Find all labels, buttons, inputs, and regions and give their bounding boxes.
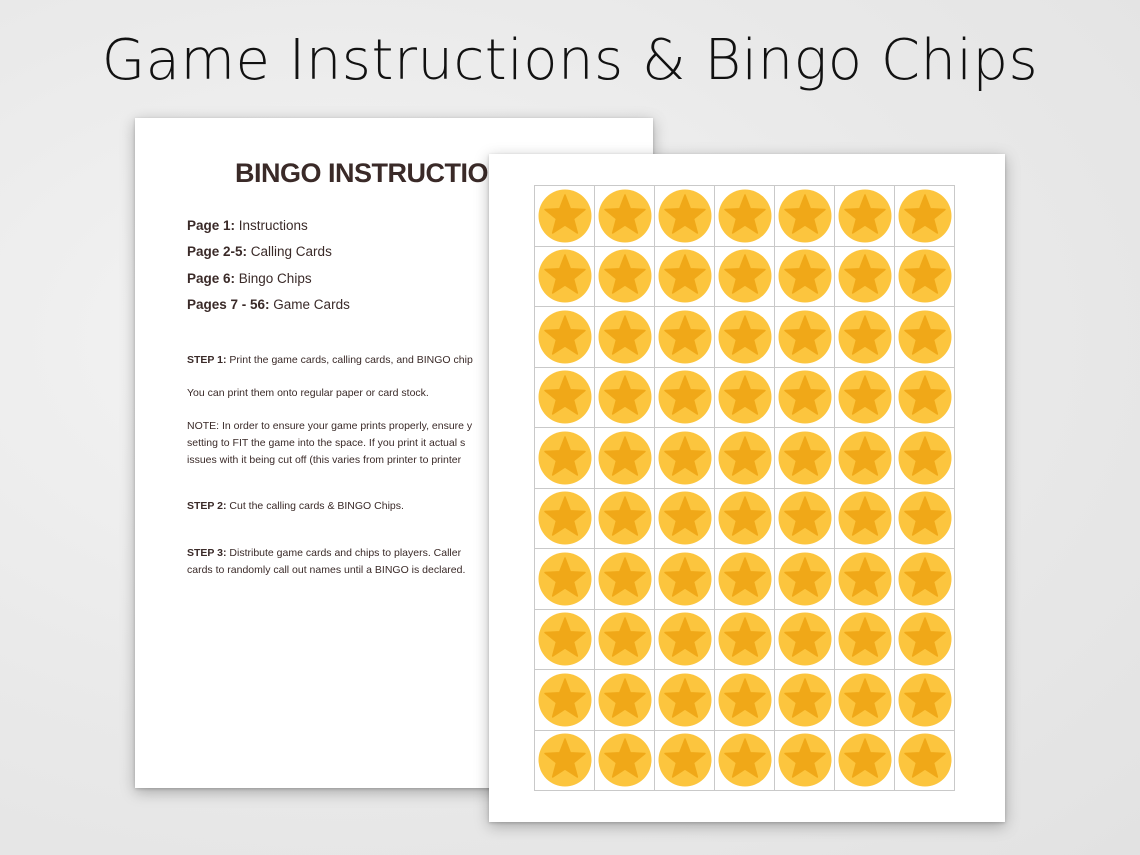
step-1-label: STEP 1: bbox=[187, 354, 227, 366]
chip-cell bbox=[835, 731, 895, 792]
chip-cell bbox=[895, 610, 955, 671]
chip-cell bbox=[595, 247, 655, 308]
chip-cell bbox=[655, 186, 715, 247]
chip-cell bbox=[895, 489, 955, 550]
chip-cell bbox=[835, 549, 895, 610]
page-desc: Bingo Chips bbox=[235, 270, 312, 286]
star-coin-icon bbox=[898, 431, 952, 485]
star-coin-icon bbox=[598, 310, 652, 364]
chip-cell bbox=[895, 307, 955, 368]
star-coin-icon bbox=[778, 431, 832, 485]
star-coin-icon bbox=[658, 733, 712, 787]
chip-cell bbox=[775, 731, 835, 792]
step-2-text: Cut the calling cards & BINGO Chips. bbox=[226, 500, 404, 512]
bingo-chips-sheet bbox=[489, 154, 1005, 822]
chip-cell bbox=[835, 489, 895, 550]
chip-cell bbox=[535, 307, 595, 368]
chip-cell bbox=[655, 670, 715, 731]
chip-cell bbox=[535, 670, 595, 731]
chip-cell bbox=[895, 186, 955, 247]
step-3-line: cards to randomly call out names until a BINGO is declared. bbox=[187, 564, 466, 576]
chip-cell bbox=[535, 247, 595, 308]
star-coin-icon bbox=[838, 431, 892, 485]
star-coin-icon bbox=[598, 612, 652, 666]
headline: Game Instructions & Bingo Chips bbox=[101, 28, 1039, 93]
chip-cell bbox=[895, 670, 955, 731]
chip-cell bbox=[775, 368, 835, 429]
chip-cell bbox=[715, 428, 775, 489]
star-coin-icon bbox=[658, 612, 712, 666]
chip-cell bbox=[835, 247, 895, 308]
chip-cell bbox=[655, 549, 715, 610]
star-coin-icon bbox=[598, 249, 652, 303]
step-1 bbox=[187, 352, 473, 369]
chip-cell bbox=[535, 731, 595, 792]
page-list-item bbox=[187, 271, 350, 297]
chip-cell bbox=[595, 368, 655, 429]
page-label: Page 6: bbox=[187, 270, 236, 286]
star-coin-icon bbox=[778, 612, 832, 666]
chip-cell bbox=[835, 307, 895, 368]
star-coin-icon bbox=[658, 552, 712, 606]
star-coin-icon bbox=[838, 612, 892, 666]
page-desc: Game Cards bbox=[269, 296, 350, 312]
star-coin-icon bbox=[598, 370, 652, 424]
chip-cell bbox=[535, 186, 595, 247]
chip-cell bbox=[775, 186, 835, 247]
star-coin-icon bbox=[898, 491, 952, 545]
star-coin-icon bbox=[898, 733, 952, 787]
star-coin-icon bbox=[658, 491, 712, 545]
chip-cell bbox=[535, 368, 595, 429]
chip-cell bbox=[715, 489, 775, 550]
note-line: issues with it being cut off (this varies from printer to printer bbox=[187, 454, 462, 466]
page-desc: Instructions bbox=[235, 218, 308, 233]
star-coin-icon bbox=[538, 310, 592, 364]
chip-cell bbox=[835, 428, 895, 489]
star-coin-icon bbox=[898, 310, 952, 364]
page-label: Page 1: bbox=[187, 218, 236, 233]
star-coin-icon bbox=[778, 491, 832, 545]
star-coin-icon bbox=[718, 733, 772, 787]
chip-cell bbox=[775, 610, 835, 671]
step-2 bbox=[187, 498, 404, 515]
star-coin-icon bbox=[838, 673, 892, 727]
step-2-label: STEP 2: bbox=[187, 500, 227, 512]
star-coin-icon bbox=[838, 249, 892, 303]
star-coin-icon bbox=[838, 189, 892, 243]
star-coin-icon bbox=[658, 673, 712, 727]
star-coin-icon bbox=[538, 733, 592, 787]
chip-cell bbox=[595, 307, 655, 368]
star-coin-icon bbox=[898, 370, 952, 424]
chip-cell bbox=[535, 610, 595, 671]
chip-cell bbox=[655, 610, 715, 671]
step-3 bbox=[187, 545, 465, 579]
star-coin-icon bbox=[838, 733, 892, 787]
instructions-title: BINGO INSTRUCTIO bbox=[235, 158, 488, 188]
star-coin-icon bbox=[718, 310, 772, 364]
chip-cell bbox=[775, 549, 835, 610]
step-3-text: Distribute game cards and chips to players. Caller bbox=[226, 547, 462, 559]
chip-cell bbox=[715, 247, 775, 308]
step-3-label: STEP 3: bbox=[187, 547, 227, 559]
page-label: Pages 7 - 56: bbox=[187, 296, 270, 312]
page-list-item bbox=[187, 218, 350, 244]
chip-cell bbox=[595, 549, 655, 610]
star-coin-icon bbox=[598, 431, 652, 485]
chip-cell bbox=[775, 307, 835, 368]
chip-cell bbox=[715, 610, 775, 671]
star-coin-icon bbox=[598, 189, 652, 243]
chip-cell bbox=[655, 307, 715, 368]
star-coin-icon bbox=[778, 733, 832, 787]
chip-cell bbox=[595, 731, 655, 792]
chip-cell bbox=[775, 670, 835, 731]
chip-cell bbox=[895, 368, 955, 429]
star-coin-icon bbox=[718, 491, 772, 545]
star-coin-icon bbox=[778, 370, 832, 424]
note-line: NOTE: In order to ensure your game prints properly, ensure y bbox=[187, 420, 473, 432]
star-coin-icon bbox=[898, 612, 952, 666]
star-coin-icon bbox=[538, 552, 592, 606]
star-coin-icon bbox=[718, 673, 772, 727]
star-coin-icon bbox=[898, 249, 952, 303]
step-1-text: Print the game cards, calling cards, and BINGO chip bbox=[226, 354, 473, 366]
star-coin-icon bbox=[778, 249, 832, 303]
chip-cell bbox=[715, 731, 775, 792]
chip-cell bbox=[655, 731, 715, 792]
star-coin-icon bbox=[598, 673, 652, 727]
star-coin-icon bbox=[598, 733, 652, 787]
chip-cell bbox=[715, 670, 775, 731]
note-line: setting to FIT the game into the space. If you print it actual s bbox=[187, 437, 466, 449]
chip-cell bbox=[655, 247, 715, 308]
star-coin-icon bbox=[538, 612, 592, 666]
star-coin-icon bbox=[838, 491, 892, 545]
star-coin-icon bbox=[718, 189, 772, 243]
star-coin-icon bbox=[778, 552, 832, 606]
chip-cell bbox=[775, 247, 835, 308]
star-coin-icon bbox=[778, 189, 832, 243]
page-list-item bbox=[187, 297, 350, 323]
chip-cell bbox=[715, 549, 775, 610]
page-desc: Calling Cards bbox=[247, 244, 332, 260]
star-coin-icon bbox=[778, 673, 832, 727]
star-coin-icon bbox=[838, 310, 892, 364]
star-coin-icon bbox=[718, 552, 772, 606]
chip-cell bbox=[595, 670, 655, 731]
star-coin-icon bbox=[538, 431, 592, 485]
star-coin-icon bbox=[598, 552, 652, 606]
star-coin-icon bbox=[658, 431, 712, 485]
chip-cell bbox=[715, 368, 775, 429]
chip-cell bbox=[895, 428, 955, 489]
star-coin-icon bbox=[658, 189, 712, 243]
chip-cell bbox=[595, 186, 655, 247]
star-coin-icon bbox=[658, 249, 712, 303]
chip-cell bbox=[895, 549, 955, 610]
chip-cell bbox=[535, 489, 595, 550]
chip-cell bbox=[895, 731, 955, 792]
star-coin-icon bbox=[898, 189, 952, 243]
chip-cell bbox=[595, 428, 655, 489]
page-label: Page 2-5: bbox=[187, 244, 248, 260]
star-coin-icon bbox=[718, 431, 772, 485]
chip-cell bbox=[715, 307, 775, 368]
star-coin-icon bbox=[838, 552, 892, 606]
chip-cell bbox=[595, 610, 655, 671]
star-coin-icon bbox=[538, 370, 592, 424]
chip-cell bbox=[895, 247, 955, 308]
chip-cell bbox=[835, 368, 895, 429]
chip-cell bbox=[835, 610, 895, 671]
star-coin-icon bbox=[718, 249, 772, 303]
note-block bbox=[187, 418, 472, 469]
chip-cell bbox=[775, 489, 835, 550]
star-coin-icon bbox=[538, 673, 592, 727]
star-coin-icon bbox=[898, 552, 952, 606]
print-note: You can print them onto regular paper or card stock. bbox=[187, 387, 429, 399]
chip-cell bbox=[535, 549, 595, 610]
chip-grid bbox=[534, 185, 955, 791]
chip-cell bbox=[835, 186, 895, 247]
star-coin-icon bbox=[838, 370, 892, 424]
chip-cell bbox=[775, 428, 835, 489]
chip-cell bbox=[655, 368, 715, 429]
star-coin-icon bbox=[538, 189, 592, 243]
page-list-item bbox=[187, 244, 350, 270]
star-coin-icon bbox=[538, 491, 592, 545]
chip-cell bbox=[655, 428, 715, 489]
star-coin-icon bbox=[778, 310, 832, 364]
chip-cell bbox=[535, 428, 595, 489]
chip-cell bbox=[595, 489, 655, 550]
chip-cell bbox=[715, 186, 775, 247]
chip-cell bbox=[835, 670, 895, 731]
star-coin-icon bbox=[658, 370, 712, 424]
star-coin-icon bbox=[538, 249, 592, 303]
star-coin-icon bbox=[658, 310, 712, 364]
star-coin-icon bbox=[598, 491, 652, 545]
star-coin-icon bbox=[898, 673, 952, 727]
chip-cell bbox=[655, 489, 715, 550]
page-list bbox=[187, 218, 350, 323]
star-coin-icon bbox=[718, 612, 772, 666]
star-coin-icon bbox=[718, 370, 772, 424]
step-3-line bbox=[187, 545, 465, 562]
